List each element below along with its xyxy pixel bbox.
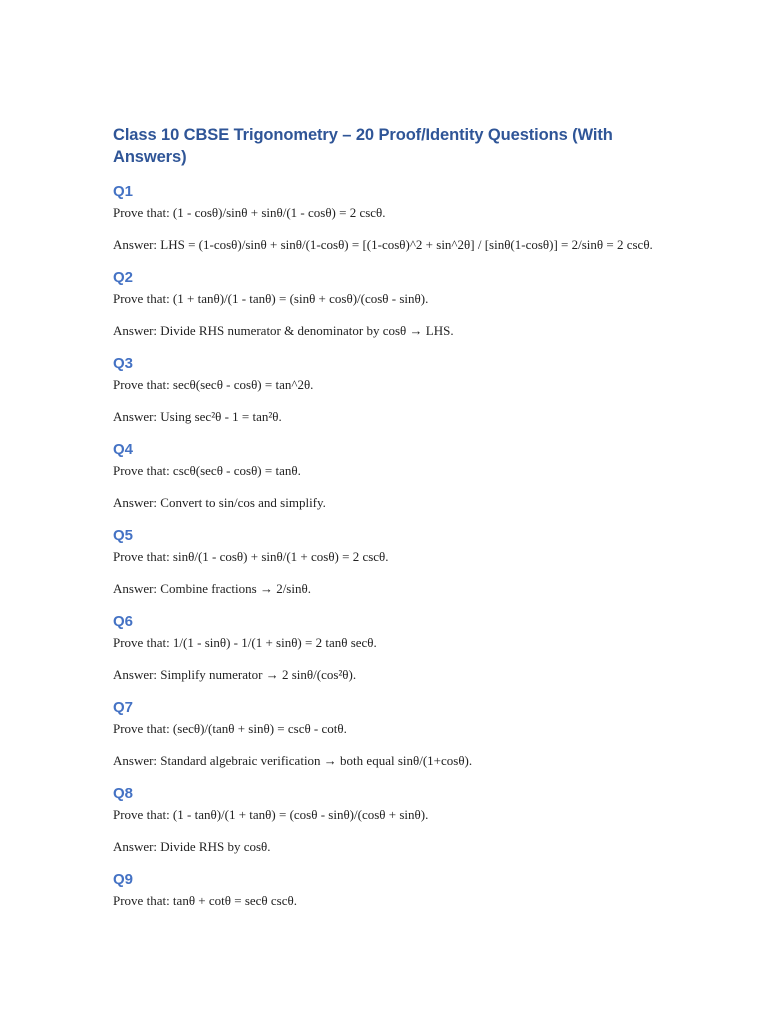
question-q4: [113, 440, 673, 511]
question-answer: Answer: Convert to sin/cos and simplify.: [113, 495, 326, 510]
question-prompt: Prove that: cscθ(secθ - cosθ) = tanθ.: [113, 463, 301, 478]
document-content: [113, 124, 673, 924]
question-heading: Q6: [113, 613, 134, 630]
question-q9: [113, 870, 673, 909]
question-answer: Answer: Using sec²θ - 1 = tan²θ.: [113, 409, 282, 424]
question-prompt: Prove that: sinθ/(1 - cosθ) + sinθ/(1 + cosθ) = 2 cscθ.: [113, 549, 389, 564]
question-prompt: Prove that: tanθ + cotθ = secθ cscθ.: [113, 893, 297, 908]
question-q7: [113, 698, 673, 769]
question-answer: Answer: Combine fractions → 2/sinθ.: [113, 581, 311, 596]
question-heading: Q2: [113, 269, 134, 286]
question-q1: [113, 182, 673, 253]
question-q5: [113, 526, 673, 597]
question-prompt: Prove that: secθ(secθ - cosθ) = tan^2θ.: [113, 377, 314, 392]
question-prompt: Prove that: (1 + tanθ)/(1 - tanθ) = (sinθ + cosθ)/(cosθ - sinθ).: [113, 291, 429, 306]
question-q8: [113, 784, 673, 855]
question-heading: Q8: [113, 785, 134, 802]
question-answer: Answer: Standard algebraic verification → both equal sinθ/(1+cosθ).: [113, 753, 473, 768]
question-prompt: Prove that: (1 - cosθ)/sinθ + sinθ/(1 - cosθ) = 2 cscθ.: [113, 205, 386, 220]
question-prompt: Prove that: 1/(1 - sinθ) - 1/(1 + sinθ) = 2 tanθ secθ.: [113, 635, 377, 650]
question-heading: Q7: [113, 699, 134, 716]
question-heading: Q1: [113, 183, 134, 200]
question-q6: [113, 612, 673, 683]
question-q3: [113, 354, 673, 425]
question-answer: Answer: LHS = (1-cosθ)/sinθ + sinθ/(1-cosθ) = [(1-cosθ)^2 + sin^2θ] / [sinθ(1-cosθ)] = 2/sinθ = 2 cscθ.: [113, 237, 653, 252]
question-q2: [113, 268, 673, 339]
question-answer: Answer: Simplify numerator → 2 sinθ/(cos²θ).: [113, 667, 357, 682]
question-heading: Q5: [113, 527, 134, 544]
document-title: Class 10 CBSE Trigonometry – 20 Proof/Identity Questions (With Answers): [113, 126, 613, 166]
question-heading: Q3: [113, 355, 134, 372]
question-answer: Answer: Divide RHS by cosθ.: [113, 839, 271, 854]
question-heading: Q9: [113, 871, 134, 888]
question-heading: Q4: [113, 441, 134, 458]
question-answer: Answer: Divide RHS numerator & denominator by cosθ → LHS.: [113, 323, 454, 338]
question-prompt: Prove that: (secθ)/(tanθ + sinθ) = cscθ - cotθ.: [113, 721, 347, 736]
question-prompt: Prove that: (1 - tanθ)/(1 + tanθ) = (cosθ - sinθ)/(cosθ + sinθ).: [113, 807, 429, 822]
